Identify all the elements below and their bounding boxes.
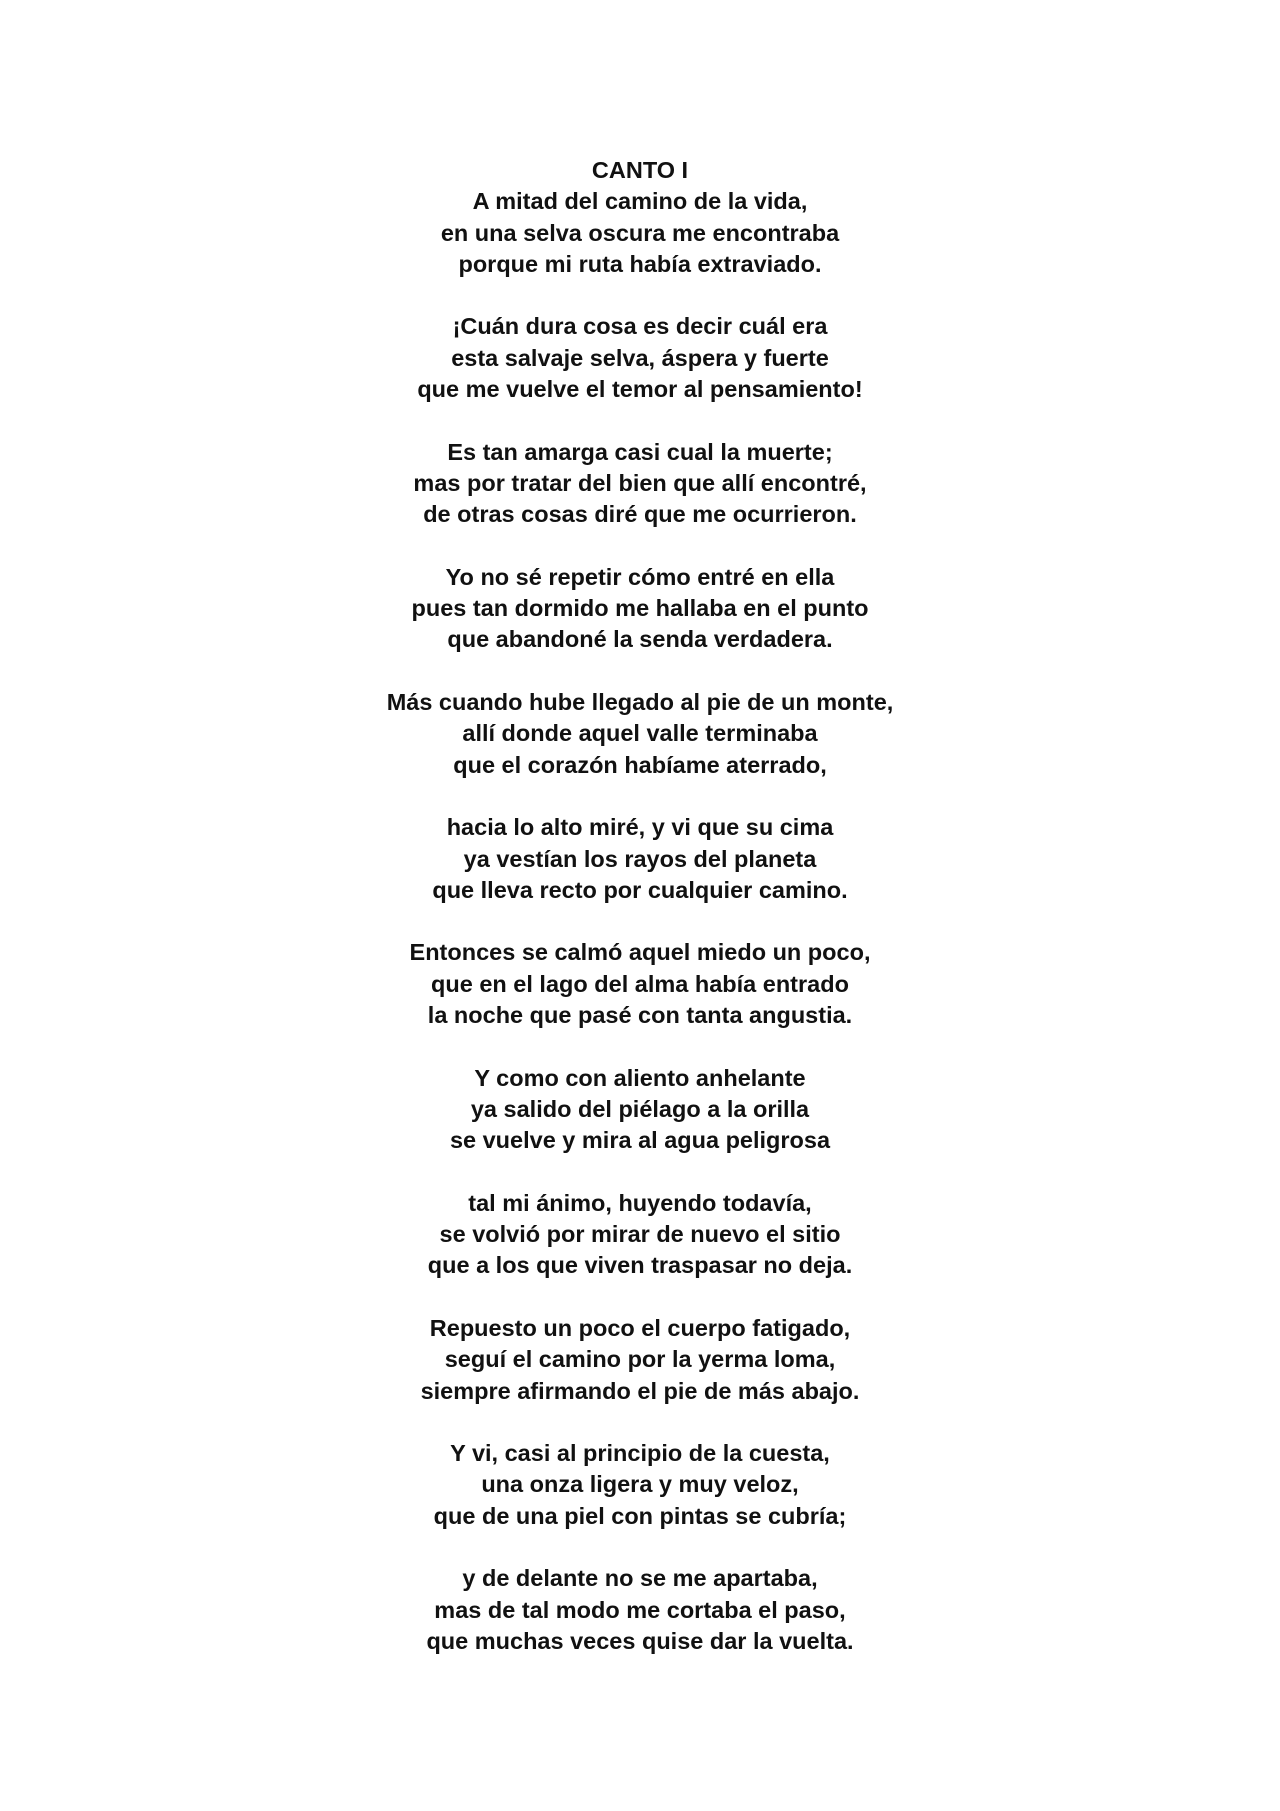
verse-line: que lleva recto por cualquier camino. <box>432 876 848 903</box>
verse-line: ¡Cuán dura cosa es decir cuál era <box>452 313 828 340</box>
verse-line: mas de tal modo me cortaba el paso, <box>434 1596 846 1623</box>
poem <box>0 155 1280 1689</box>
verse-line: Entonces se calmó aquel miedo un poco, <box>409 939 871 966</box>
stanza <box>0 1063 1280 1157</box>
verse-line: pues tan dormido me hallaba en el punto <box>411 595 869 622</box>
stanza <box>0 1313 1280 1407</box>
verse-line: de otras cosas diré que me ocurrieron. <box>423 501 857 528</box>
verse-line: se volvió por mirar de nuevo el sitio <box>439 1221 841 1248</box>
stanza <box>0 687 1280 781</box>
stanza <box>0 437 1280 531</box>
verse-line: Yo no sé repetir cómo entré en ella <box>445 563 835 590</box>
verse-line: Y como con aliento anhelante <box>474 1064 806 1091</box>
verse-line: que de una piel con pintas se cubría; <box>433 1502 847 1529</box>
verse-line: que me vuelve el temor al pensamiento! <box>417 376 863 403</box>
verse-line: seguí el camino por la yerma loma, <box>444 1346 836 1373</box>
verse-line: que abandoné la senda verdadera. <box>447 626 833 653</box>
stanza <box>0 1188 1280 1282</box>
verse-line: que en el lago del alma había entrado <box>431 970 849 997</box>
verse-line: Más cuando hube llegado al pie de un monte, <box>386 689 894 716</box>
verse-line: hacia lo alto miré, y vi que su cima <box>446 814 834 841</box>
verse-line: y de delante no se me apartaba, <box>462 1565 818 1592</box>
poem-title: CANTO I <box>591 157 689 183</box>
verse-line: mas por tratar del bien que allí encontré, <box>413 469 867 496</box>
stanza <box>0 562 1280 656</box>
verse-line: la noche que pasé con tanta angustia. <box>427 1002 853 1029</box>
verse-line: que a los que viven traspasar no deja. <box>427 1252 853 1279</box>
stanza <box>0 1438 1280 1532</box>
verse-line: que muchas veces quise dar la vuelta. <box>426 1627 854 1654</box>
verse-line: porque mi ruta había extraviado. <box>458 250 822 277</box>
verse-line: Y vi, casi al principio de la cuesta, <box>450 1440 830 1467</box>
verse-line: esta salvaje selva, áspera y fuerte <box>451 344 829 371</box>
verse-line: A mitad del camino de la vida, <box>472 188 808 215</box>
stanza <box>0 937 1280 1031</box>
stanza <box>0 186 1280 280</box>
verse-line: tal mi ánimo, huyendo todavía, <box>468 1189 812 1216</box>
stanza <box>0 311 1280 405</box>
verse-line: Es tan amarga casi cual la muerte; <box>447 438 833 465</box>
verse-line: en una selva oscura me encontraba <box>440 219 840 246</box>
verse-line: allí donde aquel valle terminaba <box>462 720 818 747</box>
stanza <box>0 1563 1280 1657</box>
verse-line: siempre afirmando el pie de más abajo. <box>420 1377 860 1404</box>
verse-line: se vuelve y mira al agua peligrosa <box>449 1127 831 1154</box>
verse-line: una onza ligera y muy veloz, <box>481 1471 799 1498</box>
verse-line: ya vestían los rayos del planeta <box>463 845 817 872</box>
stanza <box>0 812 1280 906</box>
verse-line: que el corazón habíame aterrado, <box>453 751 827 778</box>
verse-line: Repuesto un poco el cuerpo fatigado, <box>429 1314 851 1341</box>
verse-line: ya salido del piélago a la orilla <box>470 1095 810 1122</box>
